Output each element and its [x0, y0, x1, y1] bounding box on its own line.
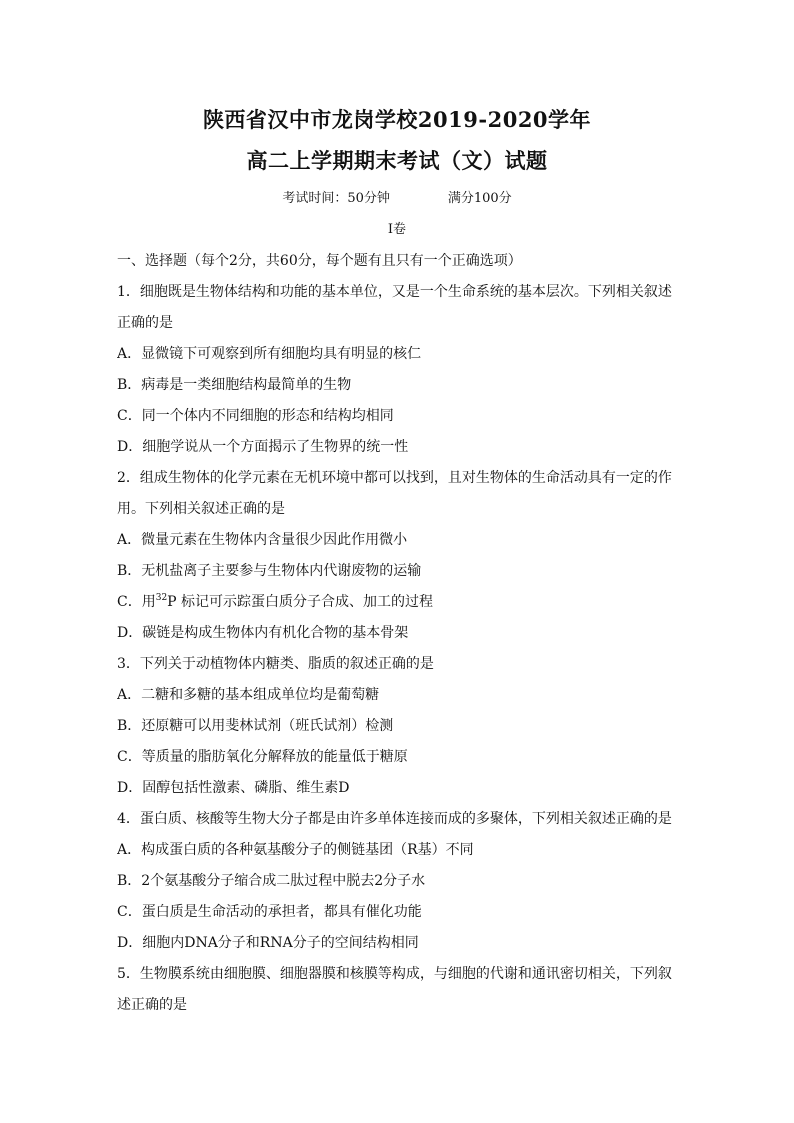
exam-meta	[0, 187, 794, 206]
question-2-stem-line-2: 用。下列相关叙述正确的是	[117, 501, 285, 517]
question-1-stem-line-1: 1．细胞既是生物体结构和功能的基本单位，又是一个生命系统的基本层次。下列相关叙述	[117, 284, 672, 300]
question-4-option-c: C．蛋白质是生命活动的承担者，都具有催化功能	[117, 904, 422, 920]
question-3-option-c: C．等质量的脂肪氧化分解释放的能量低于糖原	[117, 749, 408, 765]
volume-label: Ⅰ卷	[387, 222, 407, 237]
section-heading: 一、选择题（每个2分，共60分，每个题有且只有一个正确选项）	[117, 253, 522, 269]
option-c-prefix: C．用	[117, 594, 156, 610]
question-1-option-b: B．病毒是一类细胞结构最简单的生物	[117, 377, 352, 393]
isotope-superscript: 32	[155, 593, 168, 603]
question-2-option-b: B．无机盐离子主要参与生物体内代谢废物的运输	[117, 563, 422, 579]
question-5-stem-line-1: 5．生物膜系统由细胞膜、细胞器膜和核膜等构成，与细胞的代谢和通讯密切相关，下列叙	[117, 966, 672, 982]
question-3-option-d: D．固醇包括性激素、磷脂、维生素D	[117, 780, 350, 796]
exam-title-line2: 高二上学期期末考试（文）试题	[246, 148, 548, 173]
question-4-stem-line-1: 4．蛋白质、核酸等生物大分子都是由许多单体连接而成的多聚体，下列相关叙述正确的是	[117, 811, 672, 827]
question-1-option-d: D．细胞学说从一个方面揭示了生物界的统一性	[117, 439, 409, 455]
question-4-option-d: D．细胞内DNA分子和RNA分子的空间结构相同	[117, 935, 419, 951]
exam-title-line1: 陕西省汉中市龙岗学校2019-2020学年	[202, 107, 592, 132]
exam-time: 考试时间：50分钟	[282, 191, 390, 206]
question-4-option-b: B．2个氨基酸分子缩合成二肽过程中脱去2分子水	[117, 873, 426, 889]
question-3-option-a: A．二糖和多糖的基本组成单位均是葡萄糖	[117, 687, 380, 703]
question-2-option-d: D．碳链是构成生物体内有机化合物的基本骨架	[117, 625, 409, 641]
question-5-stem-line-2: 述正确的是	[117, 997, 187, 1013]
question-1-option-a: A．显微镜下可观察到所有细胞均具有明显的核仁	[117, 346, 422, 362]
full-score: 满分100分	[447, 191, 512, 206]
option-c-suffix: P 标记可示踪蛋白质分子合成、加工的过程	[167, 594, 434, 610]
question-2-stem-line-1: 2．组成生物体的化学元素在无机环境中都可以找到，且对生物体的生命活动具有一定的作	[117, 470, 672, 486]
question-3-option-b: B．还原糖可以用斐林试剂（班氏试剂）检测	[117, 718, 394, 734]
question-1-option-c: C．同一个体内不同细胞的形态和结构均相同	[117, 408, 394, 424]
question-1-stem-line-2: 正确的是	[117, 315, 173, 331]
question-2-option-c	[117, 587, 682, 618]
exam-body	[117, 246, 682, 1021]
question-2-option-a: A．微量元素在生物体内含量很少因此作用微小	[117, 532, 408, 548]
question-4-option-a: A．构成蛋白质的各种氨基酸分子的侧链基团（R基）不同	[117, 842, 474, 858]
question-3-stem-line-1: 3．下列关于动植物体内糖类、脂质的叙述正确的是	[117, 656, 434, 672]
